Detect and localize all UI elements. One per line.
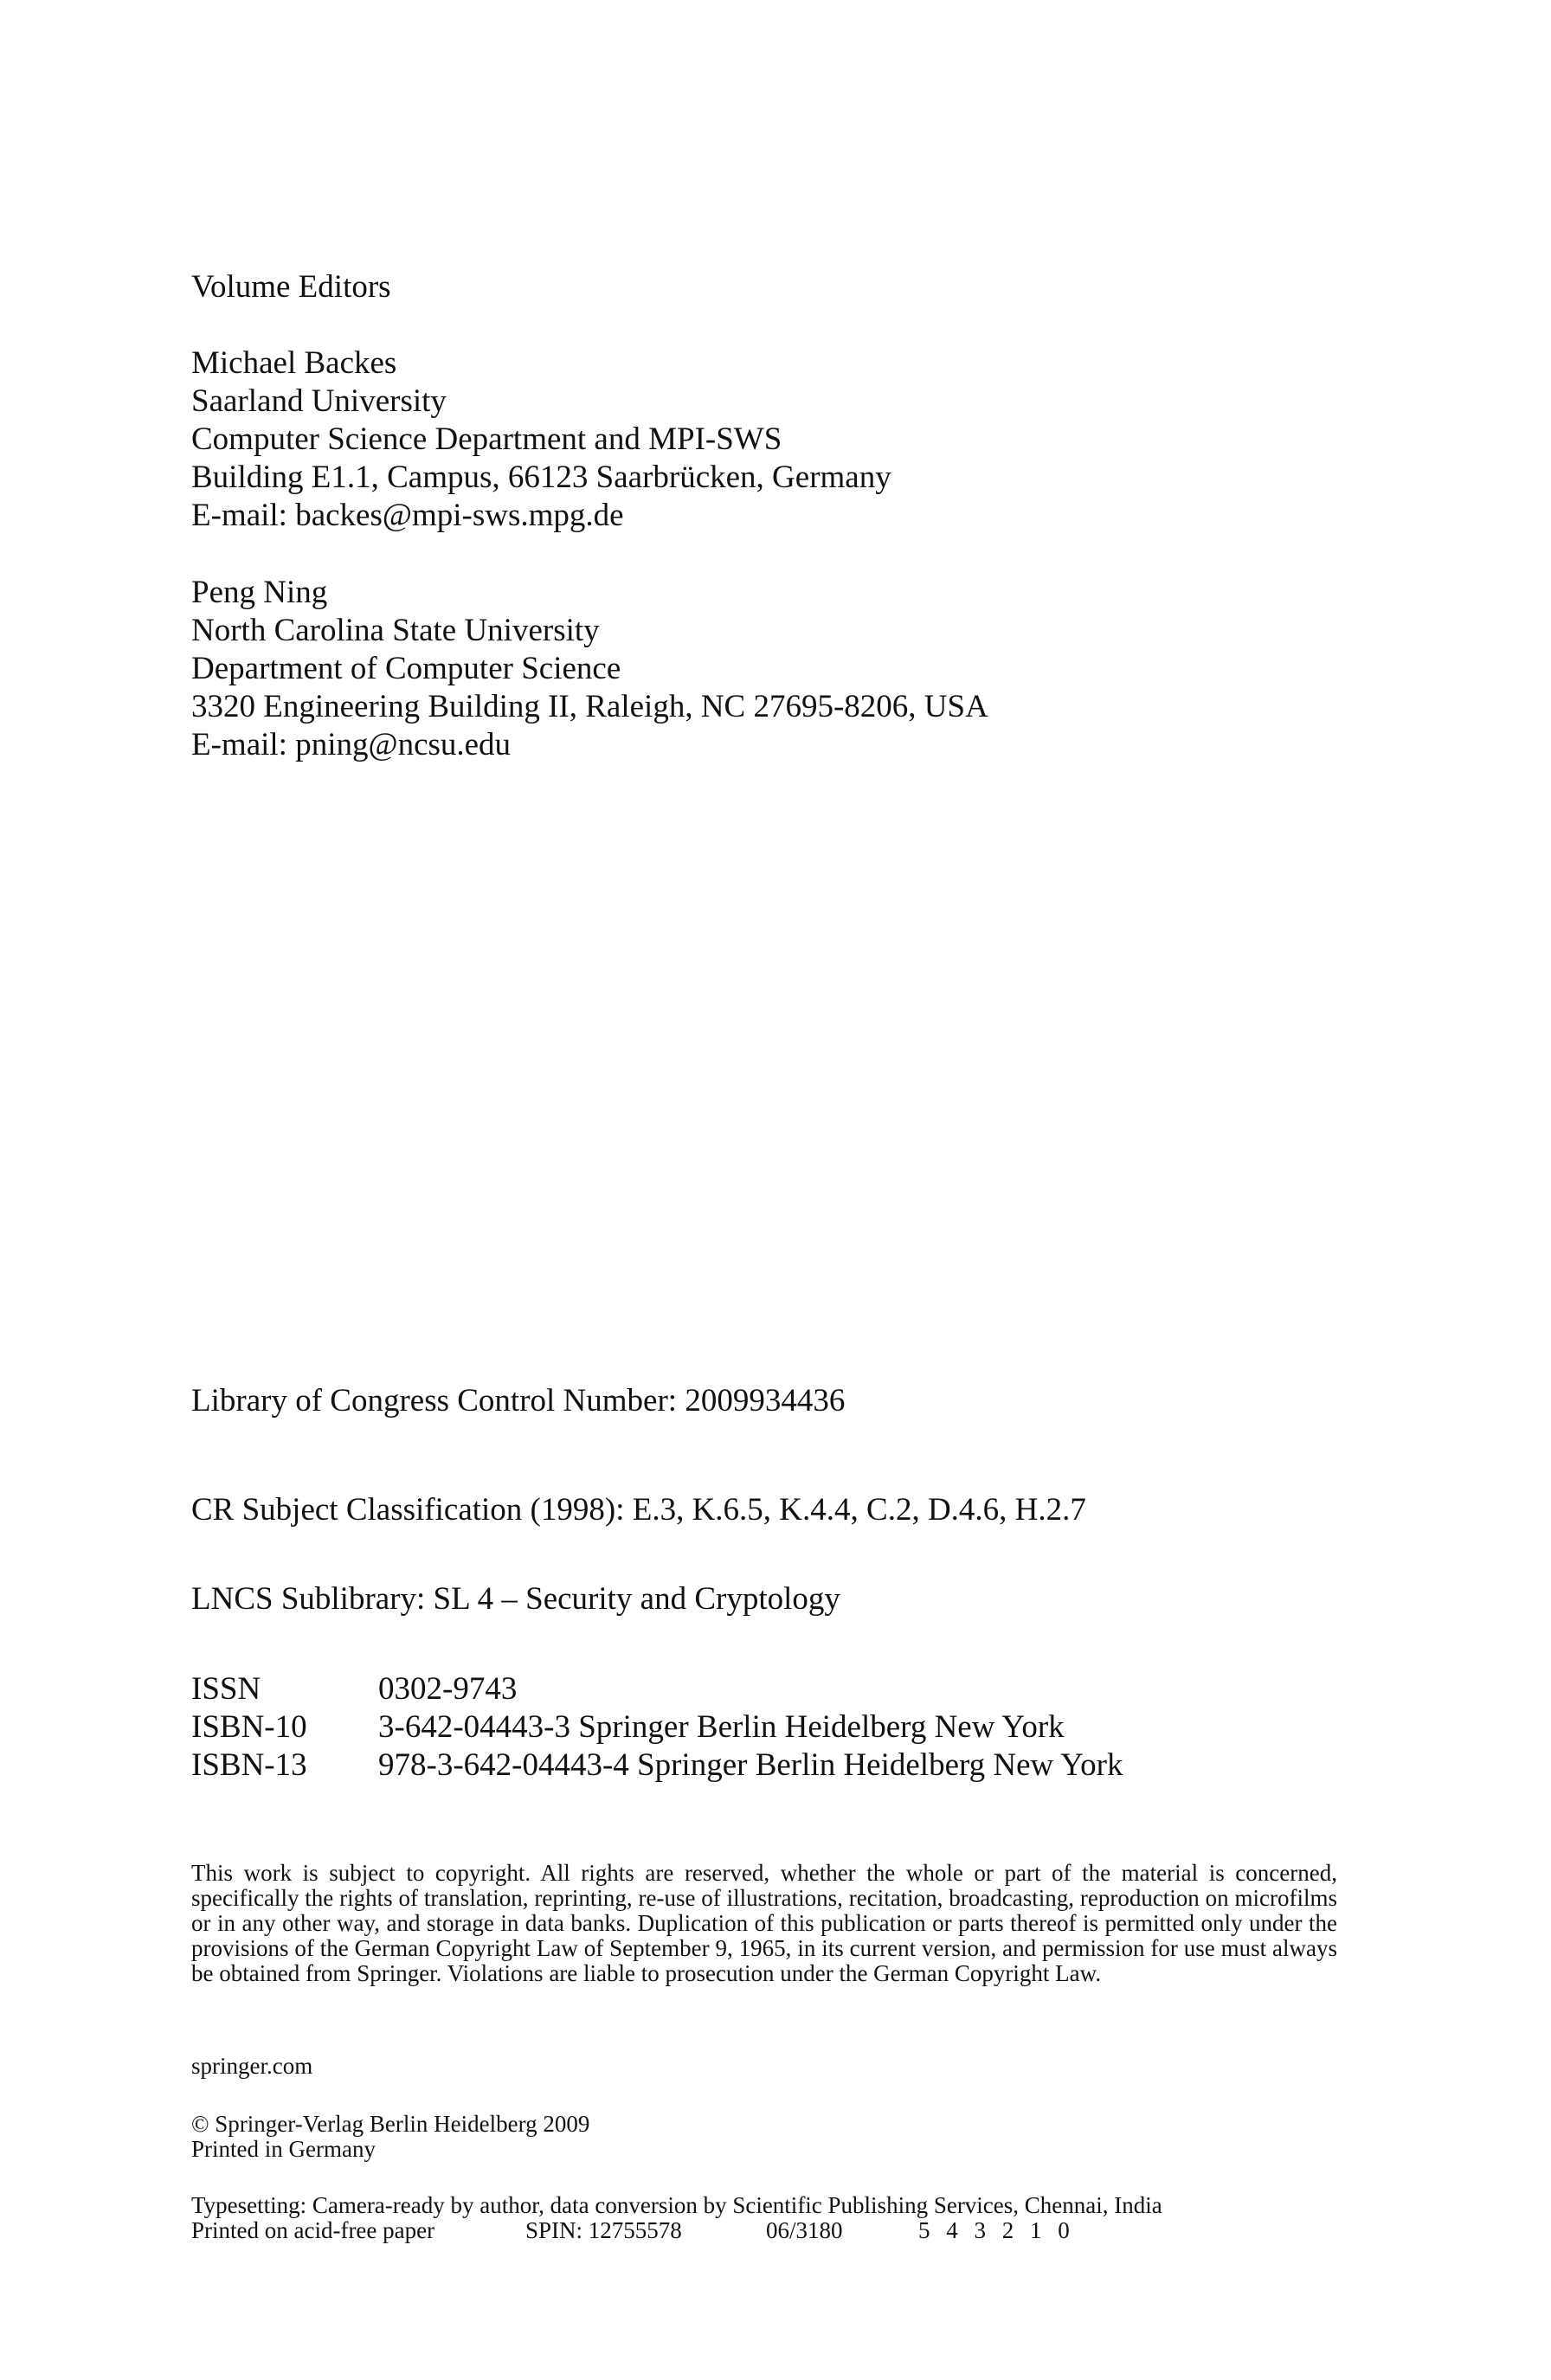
print-line: 5 4 3 2 1 0 (918, 2217, 1075, 2243)
typesetting-block (191, 2193, 1386, 2243)
editor-department: Department of Computer Science (191, 651, 621, 686)
identifier-label: ISBN-10 (191, 1709, 307, 1745)
identifier-row-isbn-13 (191, 1746, 1386, 1785)
editor-affiliation: Saarland University (191, 383, 447, 419)
printed-in-line: Printed in Germany (191, 2136, 376, 2162)
cr-subject-classification: CR Subject Classification (1998): E.3, K.6.5, K.4.4, C.2, D.4.6, H.2.7 (191, 1492, 1086, 1528)
identifier-label: ISBN-13 (191, 1747, 307, 1783)
print-code: 06/3180 (766, 2217, 843, 2243)
springer-website-link[interactable]: springer.com (191, 2053, 313, 2079)
editor-address: Building E1.1, Campus, 66123 Saarbrücken, Germany (191, 460, 891, 495)
printing-info-row (191, 2218, 1386, 2243)
editor-email: E-mail: backes@mpi-sws.mpg.de (191, 498, 624, 533)
identifier-value: 0302-9743 (378, 1671, 518, 1707)
volume-editors-heading: Volume Editors (191, 269, 391, 305)
editor-affiliation: North Carolina State University (191, 613, 600, 648)
editor-block-ning (191, 574, 1386, 764)
typesetting-line: Typesetting: Camera-ready by author, data conversion by Scientific Publishing Services, Chennai, India (191, 2192, 1162, 2218)
editor-email: E-mail: pning@ncsu.edu (191, 727, 512, 762)
identifier-row-issn (191, 1670, 1386, 1708)
editor-name: Michael Backes (191, 345, 397, 381)
spin-number: SPIN: 12755578 (525, 2217, 682, 2243)
identifier-value: 978-3-642-04443-4 Springer Berlin Heidelberg New York (378, 1747, 1123, 1783)
copyright-block (191, 2112, 1386, 2162)
copyright-line: © Springer-Verlag Berlin Heidelberg 2009 (191, 2111, 590, 2137)
library-of-congress-number: Library of Congress Control Number: 2009934436 (191, 1383, 846, 1418)
editor-department: Computer Science Department and MPI-SWS (191, 421, 782, 457)
editor-address: 3320 Engineering Building II, Raleigh, NC 27695-8206, USA (191, 689, 988, 724)
identifier-row-isbn-10 (191, 1708, 1386, 1746)
identifier-table (191, 1670, 1386, 1785)
lncs-sublibrary: LNCS Sublibrary: SL 4 – Security and Cryptology (191, 1581, 840, 1617)
paper-info: Printed on acid-free paper (191, 2217, 435, 2243)
identifier-label: ISSN (191, 1671, 261, 1707)
copyright-notice: This work is subject to copyright. All rights are reserved, whether the whole or part of the material is concerned, specifically the rights of translation, reprinting, re-use of illustrations, recitation, broadcasting, reproduction on microfilms or in any other way, and storage in data banks. Duplication of this publication or parts thereof is permitted only under the provisions of the German Copyright Law of September 9, 1965, in its current version, and permission for use must always be obtained from Springer. Violations are liable to prosecution under the German Copyright Law. (191, 1860, 1337, 1986)
editor-block-backes (191, 344, 1386, 535)
identifier-value: 3-642-04443-3 Springer Berlin Heidelberg New York (378, 1709, 1065, 1745)
editor-name: Peng Ning (191, 575, 328, 610)
